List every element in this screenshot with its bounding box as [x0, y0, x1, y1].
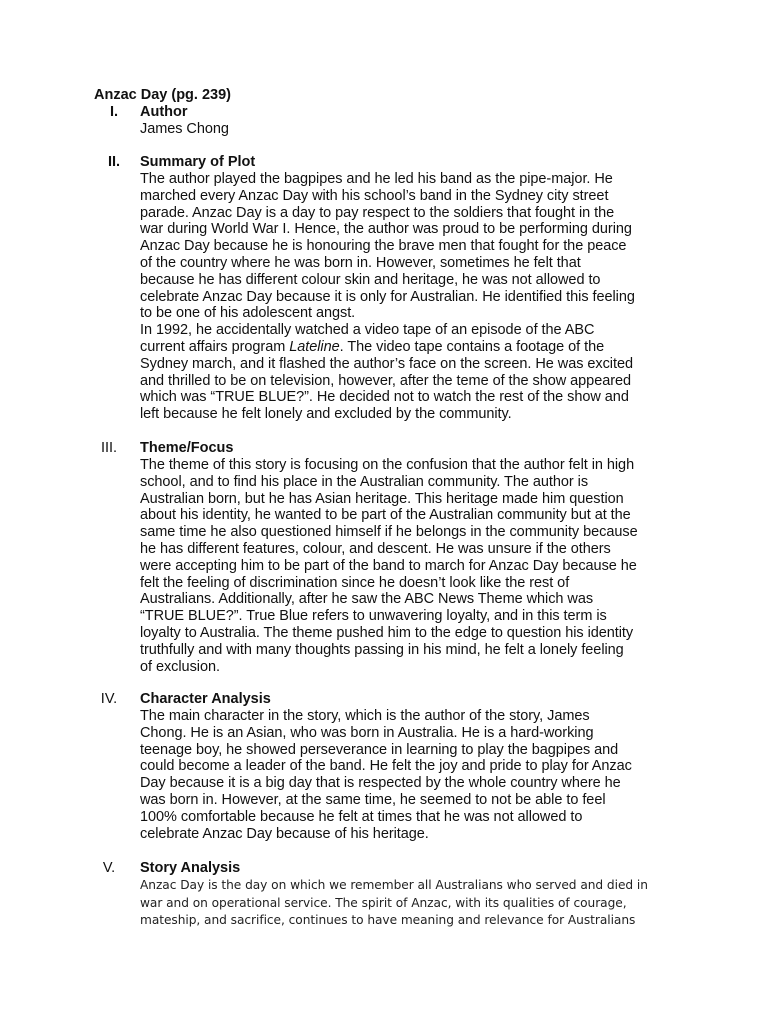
section-paragraph: The author played the bagpipes and he led his band as the pipe-major. He marched every Anzac Day with his school’s band in the Sydney city street parade. Anzac Day is a day to pay respect to the soldiers that fought in the war during World War I. Hence, the author was proud to be performing during Anzac Day because he is honouring the brave men that fought for the peace of the country where he was born in. However, sometimes he felt that because he has different colour skin and heritage, he was not allowed to celebrate Anzac Day because it is only for Australian. He identified this feeling to be one of his adolescent angst. — [140, 171, 635, 322]
section-number: IV. — [100, 691, 118, 707]
section-body: The main character in the story, which is the author of the story, James Chong. He is an Asian, who was born in Australia. He is a hard-working teenage boy, he showed perseverance in learning to play the bagpipes and could become a leader of the band. He felt the joy and pride to play for Anzac Day because it is a big day that is respected by the whole country where he was born in. However, at the same time, he seemed to not be able to feel 100% comfortable because he felt at times that he was not allowed to celebrate Anzac Day because of his heritage. — [140, 708, 632, 842]
section-content — [140, 104, 700, 138]
section-body: Anzac Day is the day on which we remember all Australians who served and died in war and on operational service. The spirit of Anzac, with its qualities of courage, mateship, and sacrifice, continues to have meaning and relevance for Australians — [140, 878, 648, 928]
section-content — [140, 691, 700, 842]
section-paragraph: In 1992, he accidentally watched a video tape of an episode of the ABC current affairs program Lateline. The video tape contains a footage of the Sydney march, and it flashed the author’s face on the screen. He was excited and thrilled to be on television, however, after the teme of the show appeared which was “TRUE BLUE?”. He decided not to watch the rest of the show and left because he felt lonely and excluded by the community. — [140, 322, 633, 423]
section-content — [140, 154, 700, 423]
section-body: James Chong — [140, 121, 229, 137]
section-number: III. — [100, 440, 118, 456]
section-number: II. — [107, 154, 121, 170]
program-name: Lateline — [289, 338, 340, 355]
section-heading: Story Analysis — [140, 860, 241, 876]
section-content — [140, 440, 700, 675]
document-title: Anzac Day (pg. 239) — [94, 87, 231, 103]
section-heading: Summary of Plot — [140, 154, 256, 170]
section-content — [140, 860, 700, 930]
section-number: V. — [102, 860, 116, 876]
section-heading: Theme/Focus — [140, 440, 234, 456]
section-body: The theme of this story is focusing on the confusion that the author felt in high school, and to find his place in the Australian community. The author is Australian born, but he has Asian heritage. This heritage made him question about his identity, he wanted to be part of the Australian community but at the same time he also questioned himself if he belongs in the community because he has different features, colour, and descent. He was unsure if the others were accepting him to be part of the band to march for Anzac Day because he felt the feeling of discrimination since he doesn’t look like the rest of Australians. Additionally, after he saw the ABC News Theme which was “TRUE BLUE?”. True Blue refers to unwavering loyalty, and in this term is loyalty to Australia. The theme pushed him to the edge to question his identity truthfully and with many thoughts passing in his mind, he felt a lonely feeling of exclusion. — [140, 457, 638, 675]
section-heading: Author — [140, 104, 188, 120]
section-heading: Character Analysis — [140, 691, 271, 707]
section-number: I. — [109, 104, 119, 120]
